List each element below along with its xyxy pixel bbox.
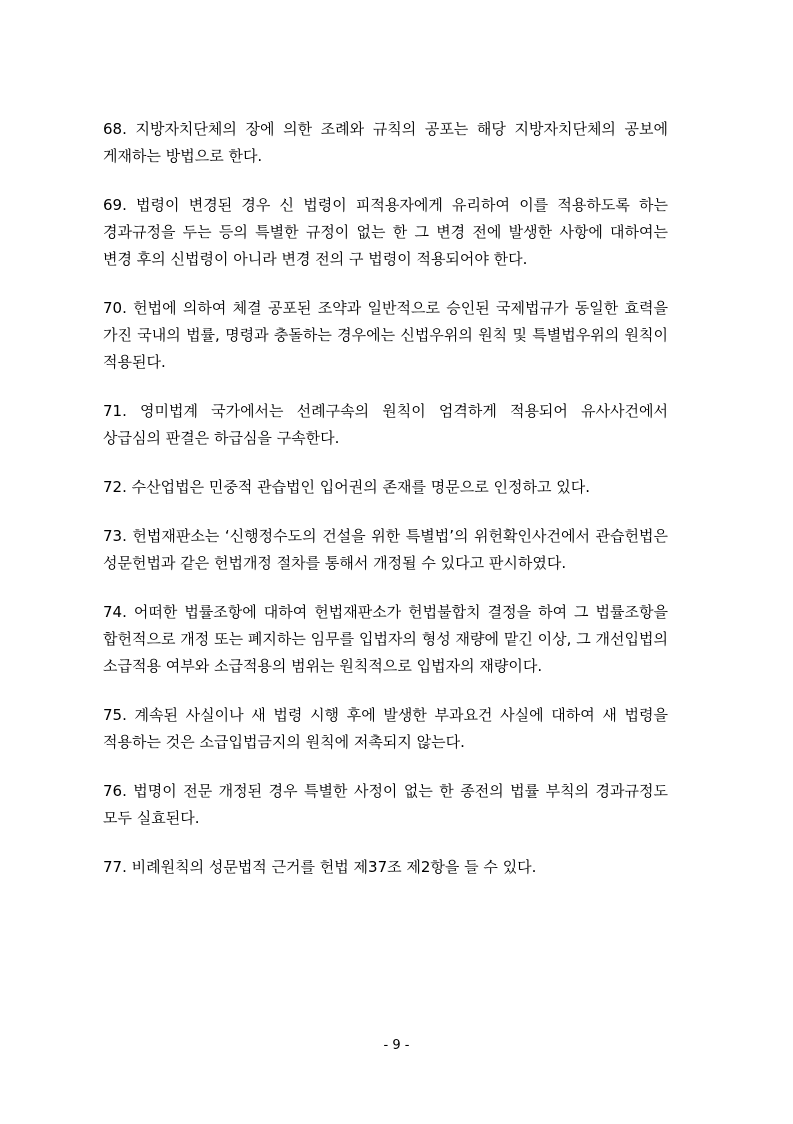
question-item-69: 69. 법령이 변경된 경우 신 법령이 피적용자에게 유리하여 이를 적용하도록 하는 경과규정을 두는 등의 특별한 규정이 없는 한 그 변경 전에 발생한 사항에 대하여는 변경 후의 신법령이 아니라 변경 전의 구 법령이 적용되어야 한다.: [103, 196, 668, 268]
question-item-77: 77. 비례원칙의 성문법적 근거를 헌법 제37조 제2항을 들 수 있다.: [103, 858, 537, 876]
question-item-75: 75. 계속된 사실이나 새 법령 시행 후에 발생한 부과요건 사실에 대하여 새 법령을 적용하는 것은 소급입법금지의 원칙에 저촉되지 않는다.: [103, 706, 668, 751]
question-item-68: 68. 지방자치단체의 장에 의한 조례와 규칙의 공포는 해당 지방자치단체의 공보에 게재하는 방법으로 한다.: [103, 120, 668, 165]
question-item-70: 70. 헌법에 의하여 체결 공포된 조약과 일반적으로 승인된 국제법규가 동일한 효력을 가진 국내의 법률, 명령과 충돌하는 경우에는 신법우위의 원칙 및 특별법우위의 원칙이 적용된다.: [103, 299, 668, 371]
question-item-72: 72. 수산업법은 민중적 관습법인 입어권의 존재를 명문으로 인정하고 있다.: [103, 478, 590, 496]
page-number: - 9 -: [383, 1038, 410, 1053]
question-item-71: 71. 영미법계 국가에서는 선례구속의 원칙이 엄격하게 적용되어 유사사건에서 상급심의 판결은 하급심을 구속한다.: [103, 402, 668, 447]
question-list: [103, 116, 668, 903]
question-item-74: 74. 어떠한 법률조항에 대하여 헌법재판소가 헌법불합치 결정을 하여 그 법률조항을 합헌적으로 개정 또는 폐지하는 임무를 입법자의 형성 재량에 맡긴 이상, 그 개선입법의 소급적용 여부와 소급적용의 범위는 원칙적으로 입법자의 재량이다.: [103, 603, 668, 675]
question-item-73: 73. 헌법재판소는 ‘신행정수도의 건설을 위한 특별법’의 위헌확인사건에서 관습헌법은 성문헌법과 같은 헌법개정 절차를 통해서 개정될 수 있다고 판시하였다.: [103, 527, 668, 572]
question-item-76: 76. 법명이 전문 개정된 경우 특별한 사정이 없는 한 종전의 법률 부칙의 경과규정도 모두 실효된다.: [103, 782, 668, 827]
